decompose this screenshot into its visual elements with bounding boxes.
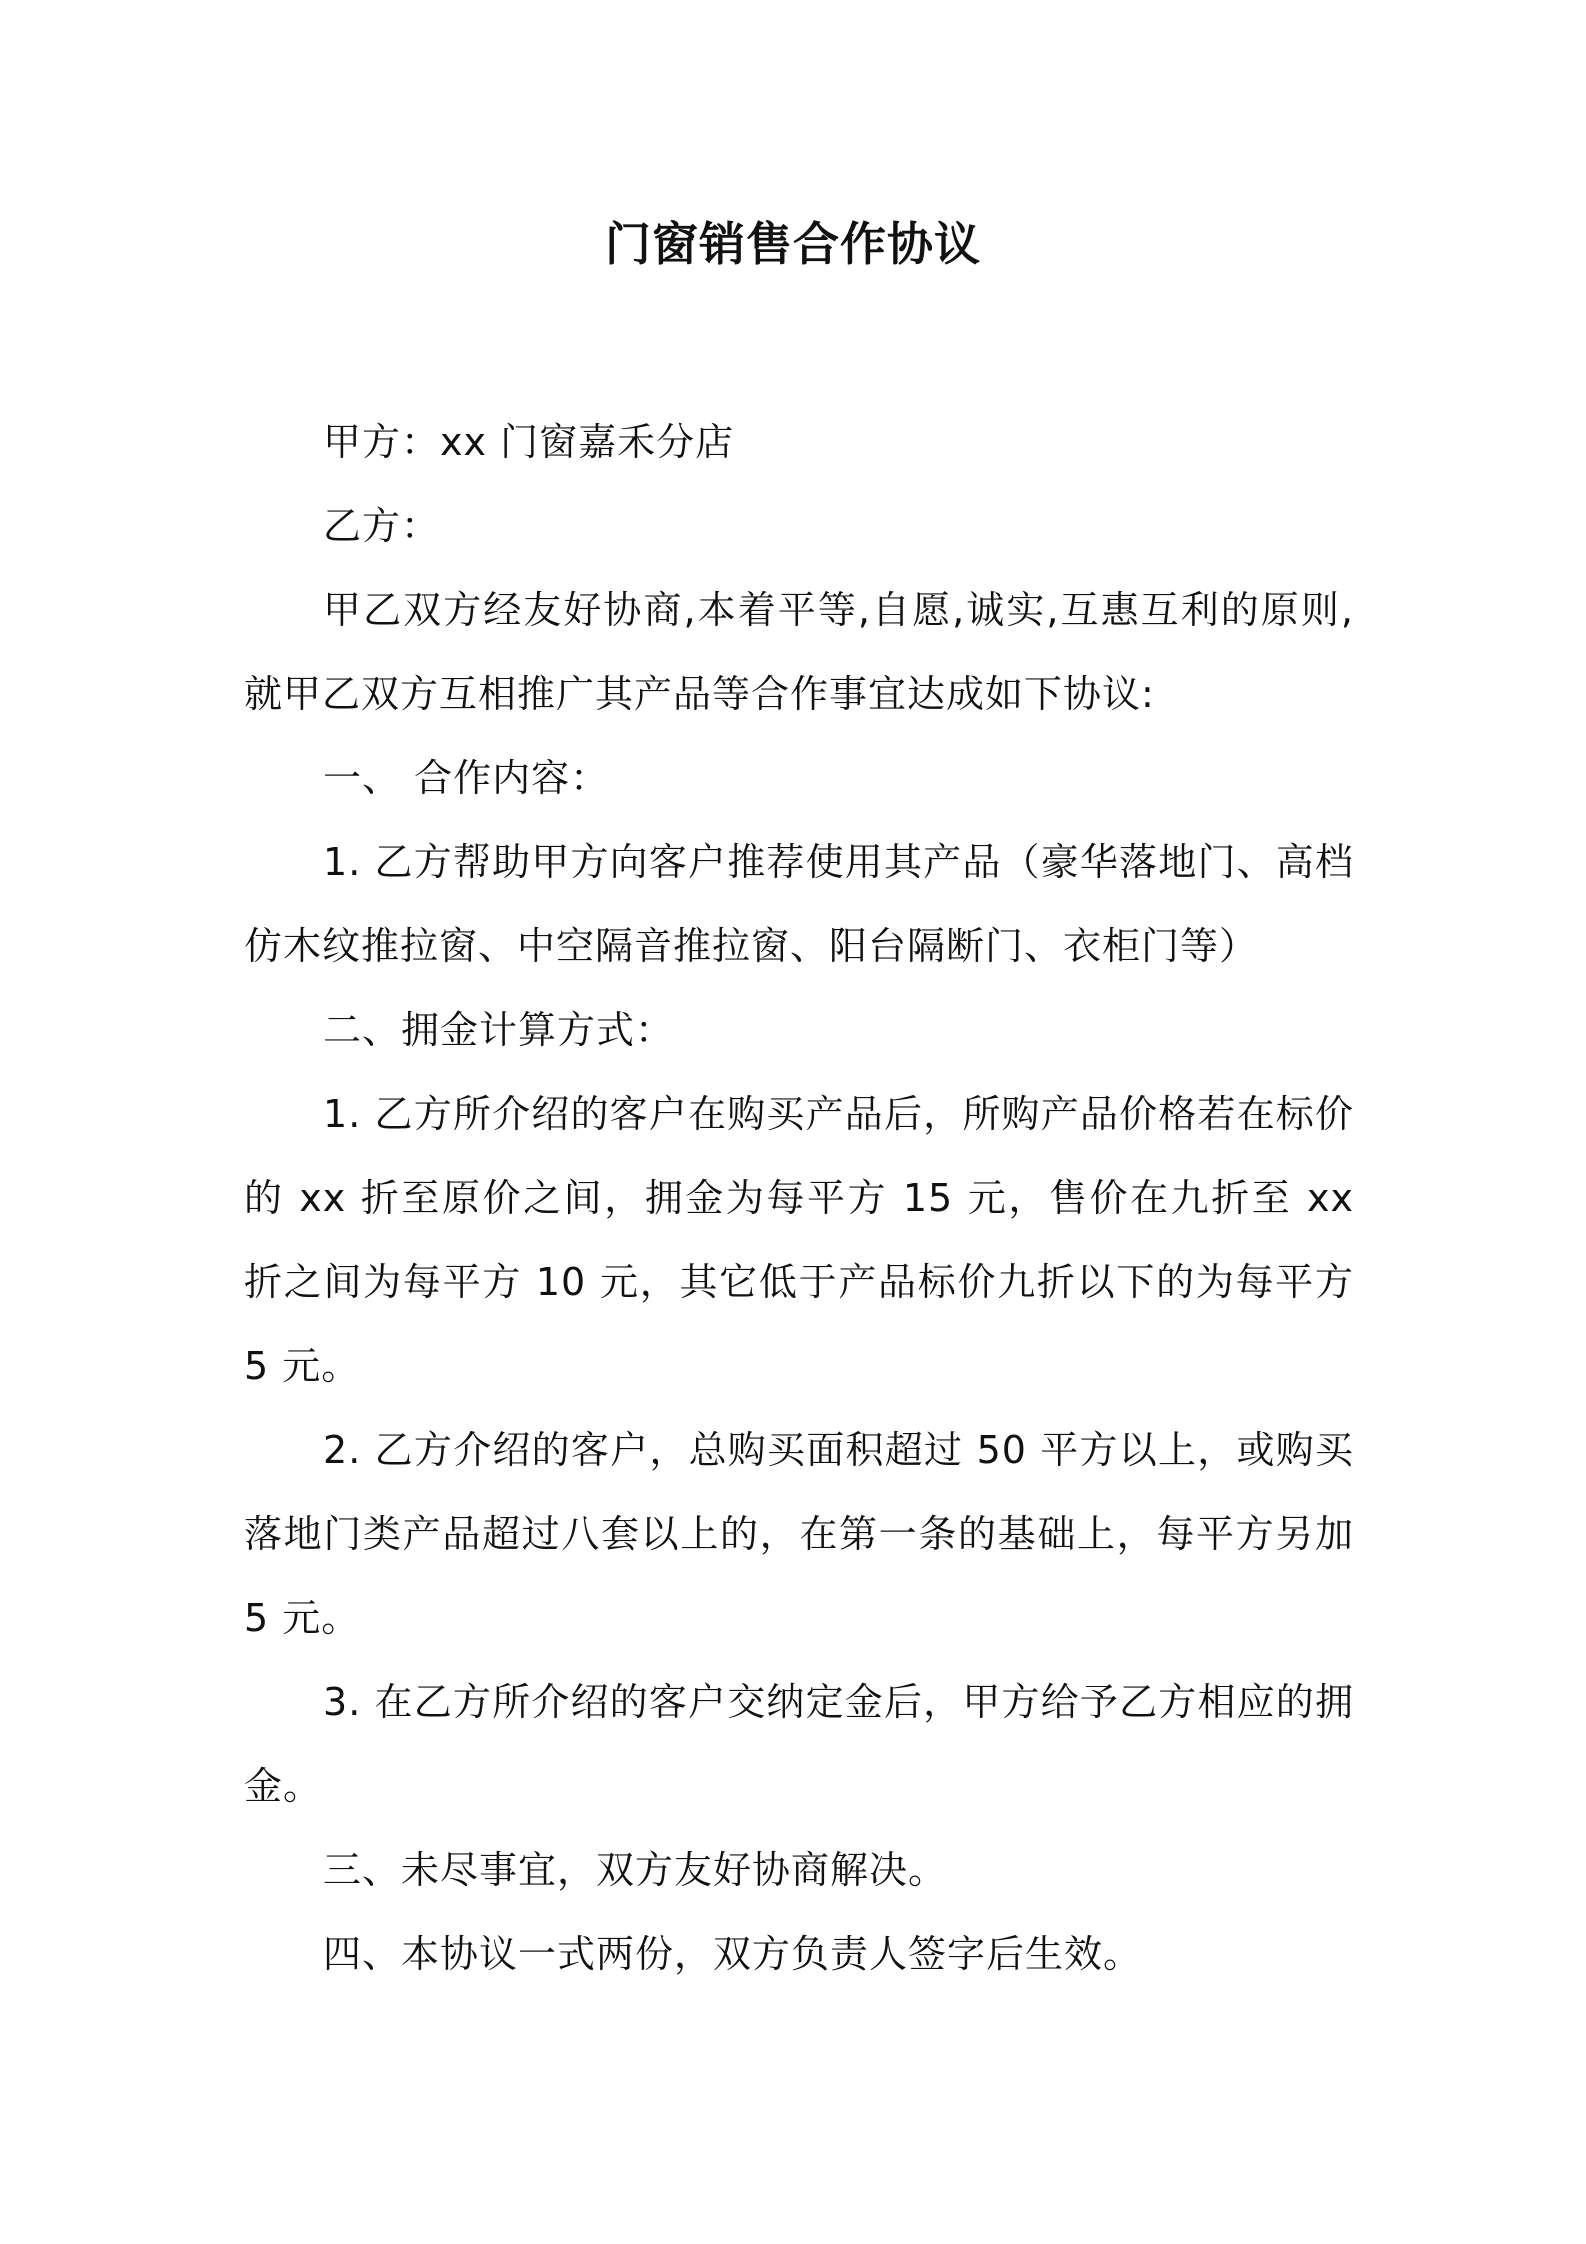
cooperation-clause-1: 1. 乙方帮助甲方向客户推荐使用其产品（豪华落地门、高档仿木纹推拉窗、中空隔音推拉窗、阳台隔断门、衣柜门等） (244, 840, 1354, 968)
document-title: 门窗销售合作协议 (605, 217, 981, 271)
commission-clause-3: 3. 在乙方所介绍的客户交纳定金后，甲方给予乙方相应的拥金。 (244, 1680, 1354, 1808)
party-a-line: 甲方：xx 门窗嘉禾分店 (323, 420, 735, 464)
section-heading-commission: 二、拥金计算方式： (323, 1008, 675, 1052)
document-body (244, 400, 1354, 1996)
party-b-line: 乙方： (323, 504, 441, 548)
commission-clause-2: 2. 乙方介绍的客户，总购买面积超过 50 平方以上，或购买落地门类产品超过八套以上的，在第一条的基础上，每平方另加 5 元。 (244, 1428, 1354, 1640)
section-unresolved-matters: 三、未尽事宜，双方友好协商解决。 (323, 1848, 948, 1892)
section-heading-cooperation: 一、 合作内容： (323, 756, 610, 800)
commission-clause-1: 1. 乙方所介绍的客户在购买产品后，所购产品价格若在标价的 xx 折至原价之间，拥金为每平方 15 元，售价在九折至 xx 折之间为每平方 10 元，其它低于产品标价九折以下的为每平方 5 元。 (244, 1092, 1354, 1388)
section-effectiveness: 四、本协议一式两份，双方负责人签字后生效。 (323, 1932, 1143, 1976)
preamble-paragraph: 甲乙双方经友好协商,本着平等,自愿,诚实,互惠互利的原则,就甲乙双方互相推广其产品等合作事宜达成如下协议: (244, 588, 1354, 716)
